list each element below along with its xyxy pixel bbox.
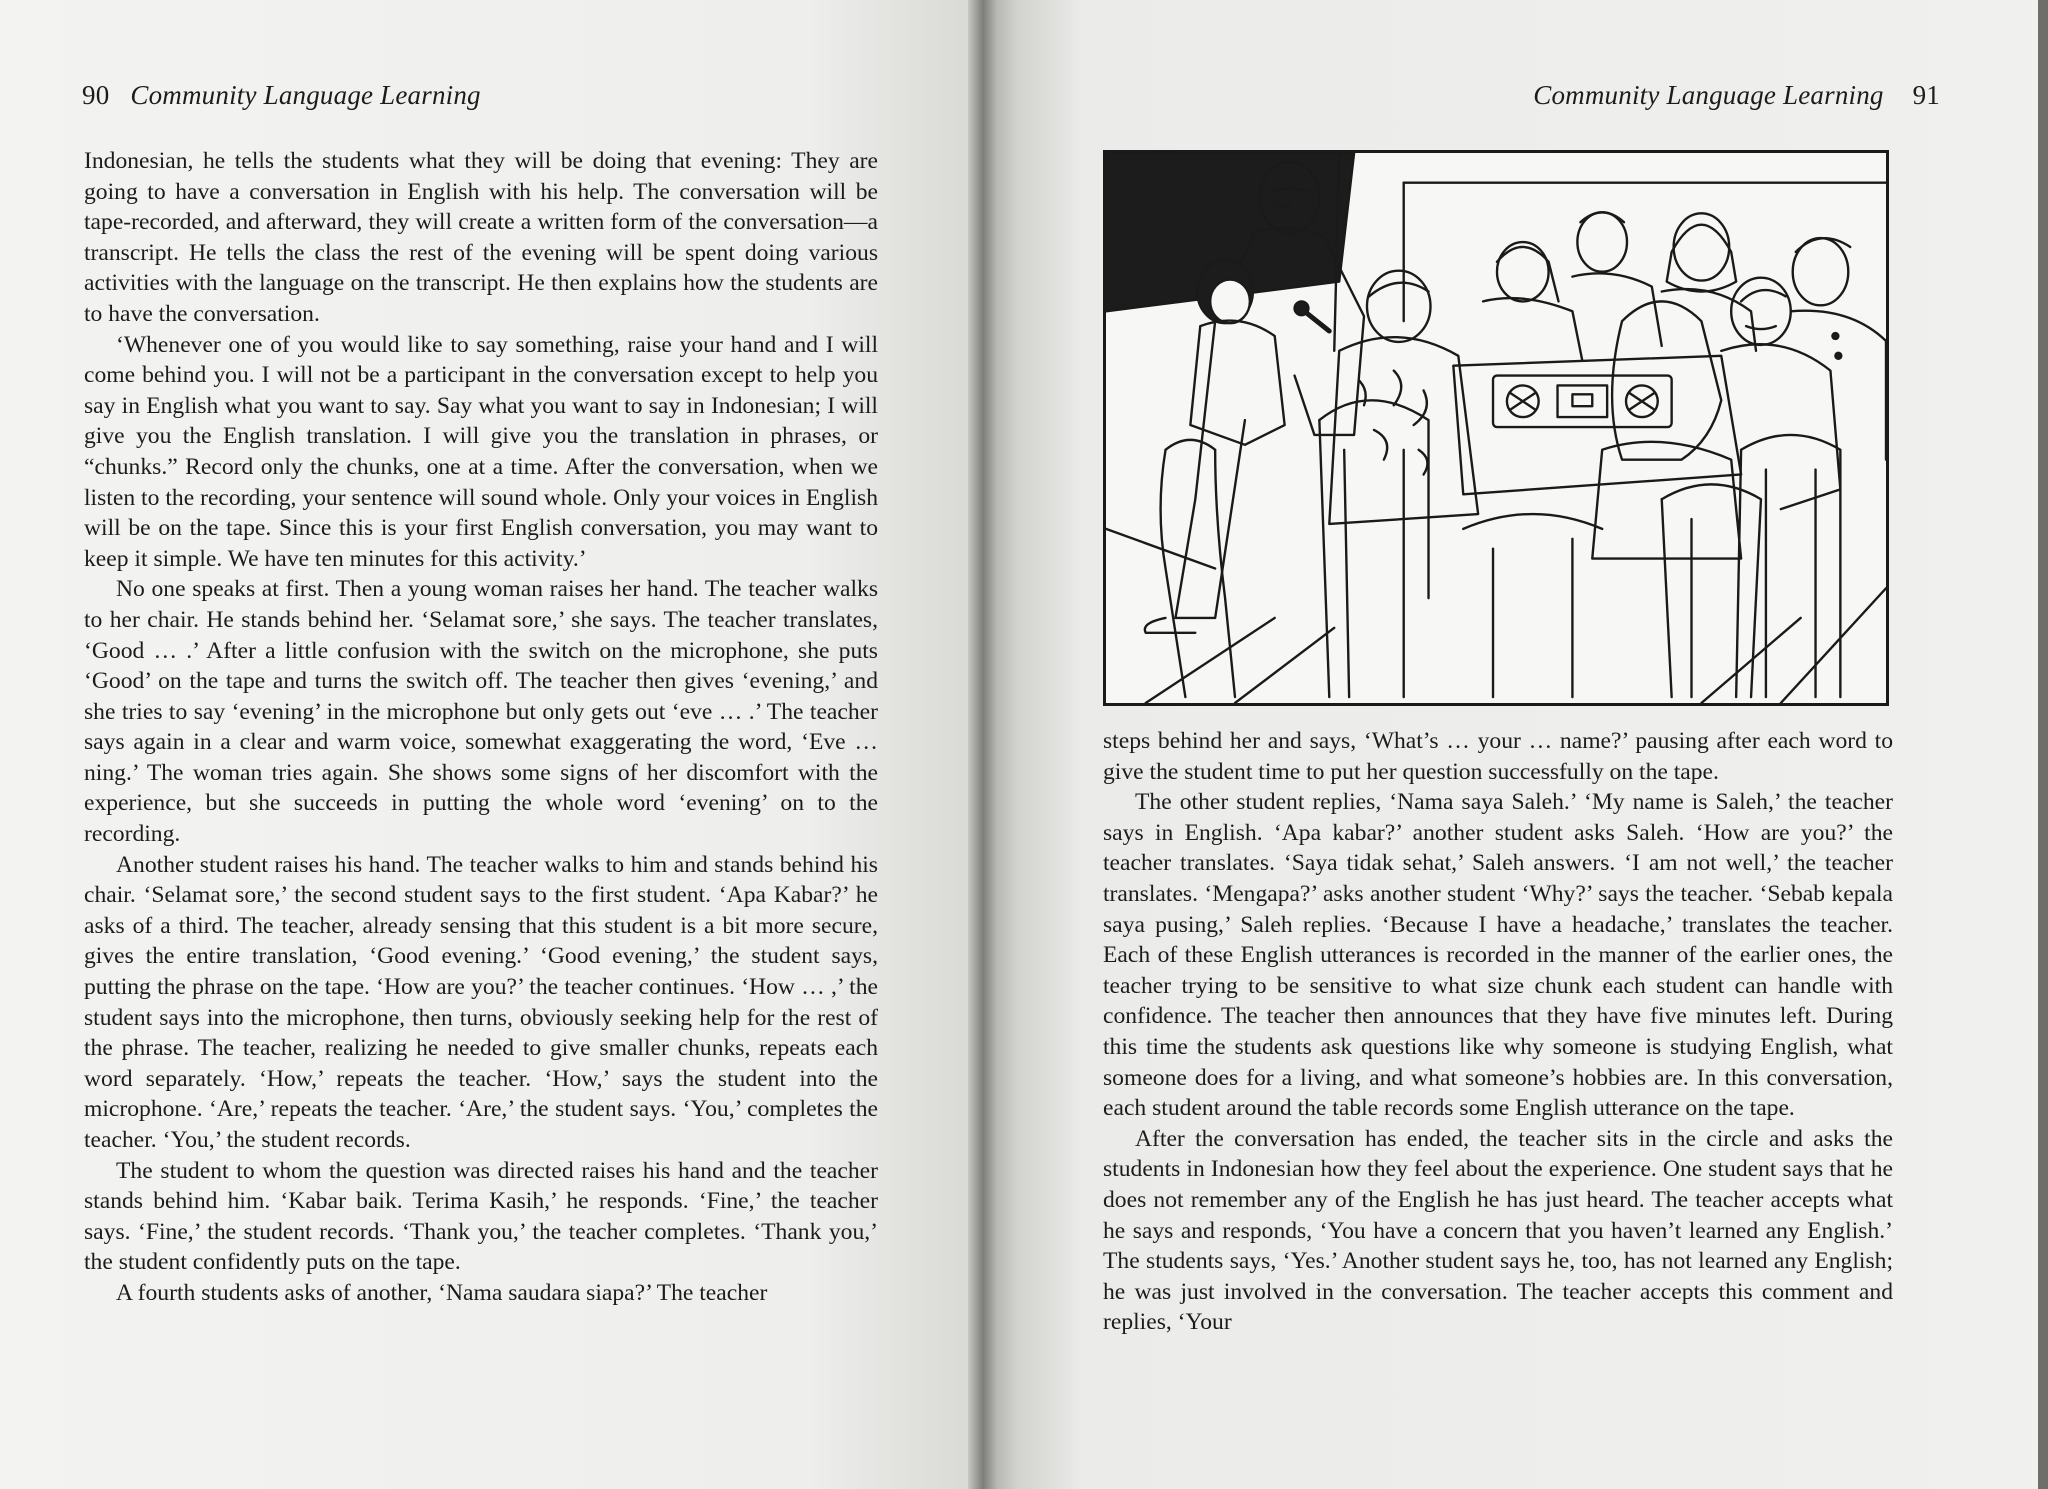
student-head-2 — [1367, 271, 1431, 342]
left-body-text — [84, 146, 878, 1309]
left-running-title: Community Language Learning — [130, 80, 481, 110]
student-long-hair — [1612, 301, 1721, 459]
classroom-illustration — [1103, 150, 1889, 706]
paragraph: A fourth students asks of another, ‘Nama saudara siapa?’ The teacher — [116, 1279, 768, 1306]
paragraph: No one speaks at first. Then a young woman raises her hand. The teacher walks to her chair. He stands behind her. ‘Selamat sore,’ she says. The teacher translates, ‘Good … .’ After a little confusion with the switch on the microphone, she puts ‘Good’ on the tape and turns the switch off. The teacher then gives ‘evening,’ and she tries to say ‘evening’ in the microphone but only gets out ‘eve … .’ The teacher says again in a clear and warm voice, somewhat exaggerating the word, ‘Eve … ning.’ The woman tries again. She shows some signs of her discomfort with the experience, but she succeeds in putting the whole word ‘evening’ on to the recording. — [84, 576, 878, 848]
paragraph: After the conversation has ended, the teacher sits in the circle and asks the students in Indonesian how they feel about the experience. One student says that he does not remember any of the English he has just heard. The teacher accepts what he says and responds, ‘You have a concern that you haven’t learned any English.’ The students says, ‘Yes.’ Another student says he, too, has not learned any English; he was just involved in the conversation. The teacher accepts this comment and replies, ‘Your — [1103, 1125, 1893, 1336]
right-running-title: Community Language Learning — [1533, 80, 1884, 110]
paragraph: Another student raises his hand. The teacher walks to him and stands behind his chair. ‘Selamat sore,’ the second student says to the first student. ‘Apa Kabar?’ he asks of a third. The teacher, already sensing that this student is a bit more secure, gives the entire translation, ‘Good evening.’ ‘Good evening,’ the student says, putting the phrase on the tape. ‘How are you?’ the teacher continues. ‘How … ,’ the student says into the microphone, then turns, obviously seeking help for the rest of the phrase. The teacher, realizing he needed to give smaller chunks, repeats each word separately. ‘How,’ repeats the teacher. ‘How,’ says the student into the microphone. ‘Are,’ repeats the teacher. ‘Are,’ the student says. ‘You,’ completes the teacher. ‘You,’ the student records. — [84, 851, 878, 1153]
student-head-5 — [1674, 213, 1730, 280]
right-body-text — [1103, 726, 1893, 1338]
left-page-number: 90 — [82, 80, 110, 110]
classroom-drawing — [1106, 153, 1886, 703]
microphone — [1304, 311, 1329, 331]
right-running-head — [1533, 80, 1940, 111]
left-running-head — [82, 80, 481, 111]
student-head-3 — [1497, 242, 1549, 301]
paragraph: The other student replies, ‘Nama saya Saleh.’ ‘My name is Saleh,’ the teacher says in English. ‘Apa kabar?’ another student asks Saleh. ‘How are you?’ the teacher translates. ‘Saya tidak sehat,’ Saleh answers. ‘I am not well,’ the teacher translates. ‘Mengapa?’ asks another student ‘Why?’ says the teacher. ‘Sebab kepala saya pusing,’ Saleh replies. ‘Because I have a headache,’ translates the teacher. Each of these English utterances is recorded in the manner of the earlier ones, the teacher trying to be sensitive to what size chunk each student can handle with confidence. The teacher then announces that they have five minutes left. During this time the students ask questions like why someone is studying English, what someone does for a living, and what someone’s hobbies are. In this conversation, each student around the table records some English utterance on the tape. — [1103, 789, 1893, 1122]
right-page — [975, 0, 2048, 1489]
paragraph: Indonesian, he tells the students what they will be doing that evening: They are going to have a conversation in English with his help. The conversation will be tape-recorded, and afterward, they will create a written form of the conversation—a transcript. He tells the class the rest of the evening will be spent doing various activities with the language on the transcript. He then explains how the students are to have the conversation. — [84, 148, 878, 327]
paragraph: steps behind her and says, ‘What’s … your … name?’ pausing after each word to give the student time to put her question successfully on the tape. — [1103, 728, 1893, 785]
student-head-7 — [1731, 278, 1791, 345]
book-gutter — [968, 0, 998, 1489]
student-head-4 — [1577, 212, 1627, 271]
paragraph: ‘Whenever one of you would like to say something, raise your hand and I will come behind you. I will not be a participant in the conversation except to help you say in English what you want to say. Say what you want to say in Indonesian; I will give you the English translation. I will give you the translation in phrases, or “chunks.” Record only the chunks, one at a time. After the conversation, when we listen to the recording, your sentence will sound whole. Only your voices in English will be on the tape. Since this is your first English conversation, you may want to keep it simple. We have ten minutes for this activity.’ — [84, 331, 878, 572]
left-page — [0, 0, 1010, 1489]
right-page-number: 91 — [1912, 80, 1940, 110]
page-edge — [2038, 0, 2048, 1489]
paragraph: The student to whom the question was directed raises his hand and the teacher stands behind him. ‘Kabar baik. Terima Kasih,’ he responds. ‘Fine,’ the teacher says. ‘Fine,’ the student records. ‘Thank you,’ the teacher completes. ‘Thank you,’ the student confidently puts on the tape. — [84, 1157, 878, 1276]
tape-recorder — [1493, 376, 1672, 427]
